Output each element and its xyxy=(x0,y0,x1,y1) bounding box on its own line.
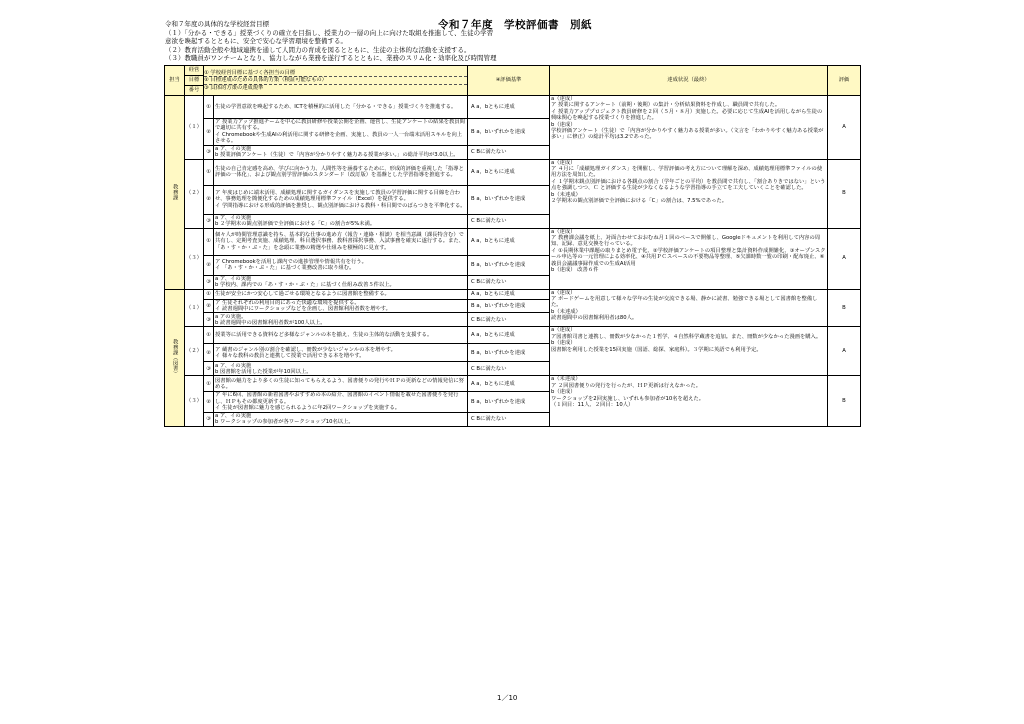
goals-line-2: 意欲を喚起するとともに、安全で安心な学習環境を整備する。 xyxy=(165,37,347,46)
criteria-text: C Bに満たない xyxy=(468,313,550,327)
page-number: 1／10 xyxy=(497,694,518,702)
goal-text: 生徒が安全にかつ安心して過ごせる環境となるように図書館を整備する。 xyxy=(214,289,468,299)
row-mark: ① xyxy=(204,228,214,255)
goals-line-0: 令和７年度の具体的な学校経営目標 xyxy=(165,20,269,28)
row-mark: ③ xyxy=(204,214,214,228)
col-status: 達成状況（最終） xyxy=(550,66,828,96)
goal-text: ア 生徒それぞれの利用目的にあった快適な環境を提供する。 イ 読書週間中にワークショップなどを企画し、図書館利用者数を増やす。 xyxy=(214,299,468,313)
criteria-text: A a，bともに達成 xyxy=(468,159,550,185)
item-number: （２） xyxy=(185,327,204,376)
goal-text: 生徒の学習意欲を喚起するため、ICTを積極的に活用した「分かる・できる」授業づくりを推進する。 xyxy=(214,96,468,119)
goals-line-1: （１）「分かる・できる」授業づくりの確立を目指し、授業力の一層の向上に向けた取組を推進して、生徒の学習 xyxy=(165,28,494,37)
goal-text: 生徒の自己肯定感を高め、学びに向かう力、人間性等を涵養するために、形成的評価を重視した「指導と評価の一体化」、および観点別学習評価のスタンダード（改訂版）を基盤とした学習指導を推進する。 xyxy=(214,159,468,185)
table-row xyxy=(165,289,861,299)
goal-text: a ア、イの実施 b 図書館を活用した授業が年10回以上。 xyxy=(214,362,468,376)
achievement-status: a（達成） ア 授業に関するアンケート（前期・後期）の集計・分析結果資料を作成し、職員間で共有した。 イ 授業力アッププロジェクト教員研修を２回（５月・８月）実施した。必要に応じて生成AIを活用しながら生徒の興味関心を喚起する授業づくりを推進した。 b（達成） 学校評価アンケート（生徒）で「内容が分かりやすく魅力ある授業が多い。（文言を「わかりやすく魅力ある授業が多い」に修正）の総計平均は3.2であった。 xyxy=(550,96,828,160)
achievement-status: a（達成） ア図書館司書と連携し、冊数が少なかった１哲学、４自然科学蔵書を追加。また、冊数が少なかった漫画を購入。 b（達成） 図書館を利用した授業を15回実施（国語、総探、家庭科）。３学期に英語でも利用予定。 xyxy=(550,327,828,376)
criteria-text: C Bに満たない xyxy=(468,214,550,228)
col-criteria: ④評価基準 xyxy=(468,66,550,96)
criteria-text: B a，bいずれかを達成 xyxy=(468,255,550,275)
row-mark: ① xyxy=(204,376,214,392)
row-mark: ③ xyxy=(204,362,214,376)
criteria-text: A a，bともに達成 xyxy=(468,96,550,119)
criteria-text: B a，bいずれかを達成 xyxy=(468,299,550,313)
criteria-text: C Bに満たない xyxy=(468,145,550,159)
row-mark: ② xyxy=(204,255,214,275)
item-number: （３） xyxy=(185,228,204,289)
goal-text: a アの実施。 b 読書週間中の図書館利用者数が100人以上。 xyxy=(214,313,468,327)
grade-value: B xyxy=(828,159,861,228)
evaluation-table xyxy=(164,65,861,427)
criteria-text: B a，bいずれかを達成 xyxy=(468,344,550,362)
col-grade: 評価 xyxy=(828,66,861,96)
criteria-text: C Bに満たない xyxy=(468,412,550,426)
criteria-text: A a，bともに達成 xyxy=(468,289,550,299)
goal-text: ア 年に6回、図書館の新着図書やおすすめの本の紹介、図書館のイベント情報を載せた図書便りを発行し、ＨＰもその都度更新する。 イ 生徒が図書館に魅力を感じられるように年2回ワークショップを実施する。 xyxy=(214,392,468,412)
col-goal3: ③ 具体的方策の達成規準 xyxy=(204,84,264,91)
table-row xyxy=(165,327,861,344)
department-name: 教務課 xyxy=(165,96,185,290)
criteria-text: A a，bともに達成 xyxy=(468,228,550,255)
goals-line-3: （２）教育活動全般や地域連携を通して人間力の育成を図るとともに、生徒の主体的な活動を支援する。 xyxy=(165,45,471,54)
item-number: （３） xyxy=(185,376,204,426)
criteria-text: B a，bいずれかを達成 xyxy=(468,119,550,146)
col-goal1: ① 学校経営目標に基づく各担当の目標 xyxy=(204,70,467,78)
row-mark: ② xyxy=(204,119,214,146)
achievement-status: a（達成） ア ４月に「成績処理ガイダンス」を開催し、学習評価の考え方について理解を深め、成績処理用標準ファイルの使用方法を周知した。 イ １学期末観点別評価における各観点の割合（学年ごとの平均）を教員間で共有し、「割合ありきではない」という点を強調しつつ、Ｃ と評価する生徒が少なくなるような学習指導の手立てを工夫していくことを確認した。 b（未達成） ２学期末の観点別評価で全評価における「C」の割合は、7.5%であった。 xyxy=(550,159,828,228)
col-tanto: 担当 xyxy=(165,66,185,96)
department-name: 教務課（図書） xyxy=(165,289,185,426)
row-mark: ② xyxy=(204,299,214,313)
criteria-text: A a，bともに達成 xyxy=(468,376,550,392)
achievement-status: a（達成） ア 教務課会議を紙上、対面合わせておおむね月１回のペースで開催し、Googleドキュメントを利用して内容の周知、記録、意見交換を行っている。 イ ①長期休業中課題の取りまとめ電子化、②学校評価アンケートの項目整理と集計資料作成開雑化、③オープンスクール申込等の一元管理による効率化、④共用ＰＣスペースの不要物品等整理、⑤欠課時数一覧の印刷・配布廃止、⑥義員会議議事録作成での生成AI活用 b（達成） 改善６件 xyxy=(550,228,828,289)
col-keiei: 経営 xyxy=(185,66,204,76)
goal-text: a ア、イの実施 b 授業評価アンケート（生徒）で「内容が分かりやすく魅力ある授業が多い。」の総計平均が3.0以上。 xyxy=(214,145,468,159)
item-number: （２） xyxy=(185,159,204,228)
table-row xyxy=(165,159,861,185)
page-title: 令和７年度 学校評価書 別紙 xyxy=(438,19,592,31)
row-mark: ① xyxy=(204,159,214,185)
row-mark: ② xyxy=(204,185,214,214)
goal-text: ア 年度はじめに端末活用、成績処理に関するガイダンスを実施して教員の学習評価に関する目線を合わせ、事務処理を簡便化するための成績処理用標準ファイル（Excel）を提供する。 イ 学問指導における形成的評価を推奨し、観点別評価における教科・科目間でのばらつきを平準化する。 xyxy=(214,185,468,214)
goal-text: a ア、イの実施 b ２学期末の観点別評価で全評価における「C」の割合が5%未満。 xyxy=(214,214,468,228)
table-row xyxy=(165,376,861,392)
col-goals xyxy=(204,66,468,96)
item-number: （１） xyxy=(185,96,204,160)
grade-value: A xyxy=(828,228,861,289)
goals-line-4: （３）教職員がワンチームとなり、協力しながら業務を遂行するとともに、業務のスリム化・効率化及び時間管理 xyxy=(165,54,497,63)
grade-value: A xyxy=(828,327,861,376)
col-mokuhyo: 目標 xyxy=(185,76,204,86)
goal-text: ア 蔵書のジャンル別の割合を確認し、冊数が少ないジャンルの本を増やす。 イ 様々な教科の教員と連携して授業で活用できる本を増やす。 xyxy=(214,344,468,362)
goal-text: a ア、イの実施 b ワークショップの参加者が各ワークショップ10名以上。 xyxy=(214,412,468,426)
row-mark: ③ xyxy=(204,145,214,159)
row-mark: ③ xyxy=(204,275,214,289)
table-row xyxy=(165,96,861,119)
grade-value: A xyxy=(828,96,861,160)
goal-text: a ア、イの実施 b 学校内、課内での「あ・す・か・ぷ・た」に基づく仕組み改善５件以上。 xyxy=(214,275,468,289)
row-mark: ② xyxy=(204,392,214,412)
grade-value: B xyxy=(828,376,861,426)
achievement-status: a（未達成） ア ２回図書便りの発行を行ったが、ＨＰ更新は行えなかった。 b（達成） ワークショップを2回実施し、いずれも参加者が10名を超えた。 （１回目：11人、２回目：10人） xyxy=(550,376,828,426)
item-number: （１） xyxy=(185,289,204,327)
col-goal2: ② 目標達成のための具体的方策（検証可能なもの） xyxy=(204,77,467,85)
row-mark: ① xyxy=(204,327,214,344)
goal-text: ア 授業力アップ推進チームを中心に教員研修や授業公開を企画、運営し、生徒アンケートの結果を教員間で適切に共有する。 イ Chromebookや生成AIの利活用に関する研修を企画、実施し、教員の一人一台端末活用スキルを向上させる。 xyxy=(214,119,468,146)
criteria-text: A a，bともに達成 xyxy=(468,327,550,344)
criteria-text: B a，bいずれかを達成 xyxy=(468,185,550,214)
grade-value: B xyxy=(828,289,861,327)
criteria-text: C Bに満たない xyxy=(468,362,550,376)
row-mark: ② xyxy=(204,344,214,362)
row-mark: ① xyxy=(204,96,214,119)
goal-text: 授業等に活用できる資料など多様なジャンルの本を揃え、生徒の主体的な活動を支援する。 xyxy=(214,327,468,344)
criteria-text: C Bに満たない xyxy=(468,275,550,289)
row-mark: ③ xyxy=(204,412,214,426)
criteria-text: B a，bいずれかを達成 xyxy=(468,392,550,412)
goal-text: 個々人が時間管理意識を持ち、基本的な仕事の進め方（報告・連絡・相談）を相当意識（課長特含む）で共有し、定期考査実施、成績処理、科目選択事務、教科書採択事務、入試事務を確実に遂行する。また、「あ・す・か・ぷ・た」を念頭に業務の精選や仕組みを積極的に見直す。 xyxy=(214,228,468,255)
table-body xyxy=(165,96,861,427)
goal-text: ア Chromebookを活用し課内での進捗管理や情報共有を行う。 イ 「あ・す・か・ぷ・た」に基づく業務改善に取り組む。 xyxy=(214,255,468,275)
row-mark: ③ xyxy=(204,313,214,327)
achievement-status: a（達成） ア ボードゲームを用意して様々な学年の生徒が交流できる場、静かに読書、勉強できる場として図書館を整備した。 b（未達成） 読書週間中の図書館利用者は80人。 xyxy=(550,289,828,327)
row-mark: ① xyxy=(204,289,214,299)
col-bango: 番号 xyxy=(185,86,204,96)
table-row xyxy=(165,228,861,255)
goal-text: 図書館の魅力をより多くの生徒に知ってもらえるよう、図書便りの発行やＨＰの更新などの情報発信に努める。 xyxy=(214,376,468,392)
